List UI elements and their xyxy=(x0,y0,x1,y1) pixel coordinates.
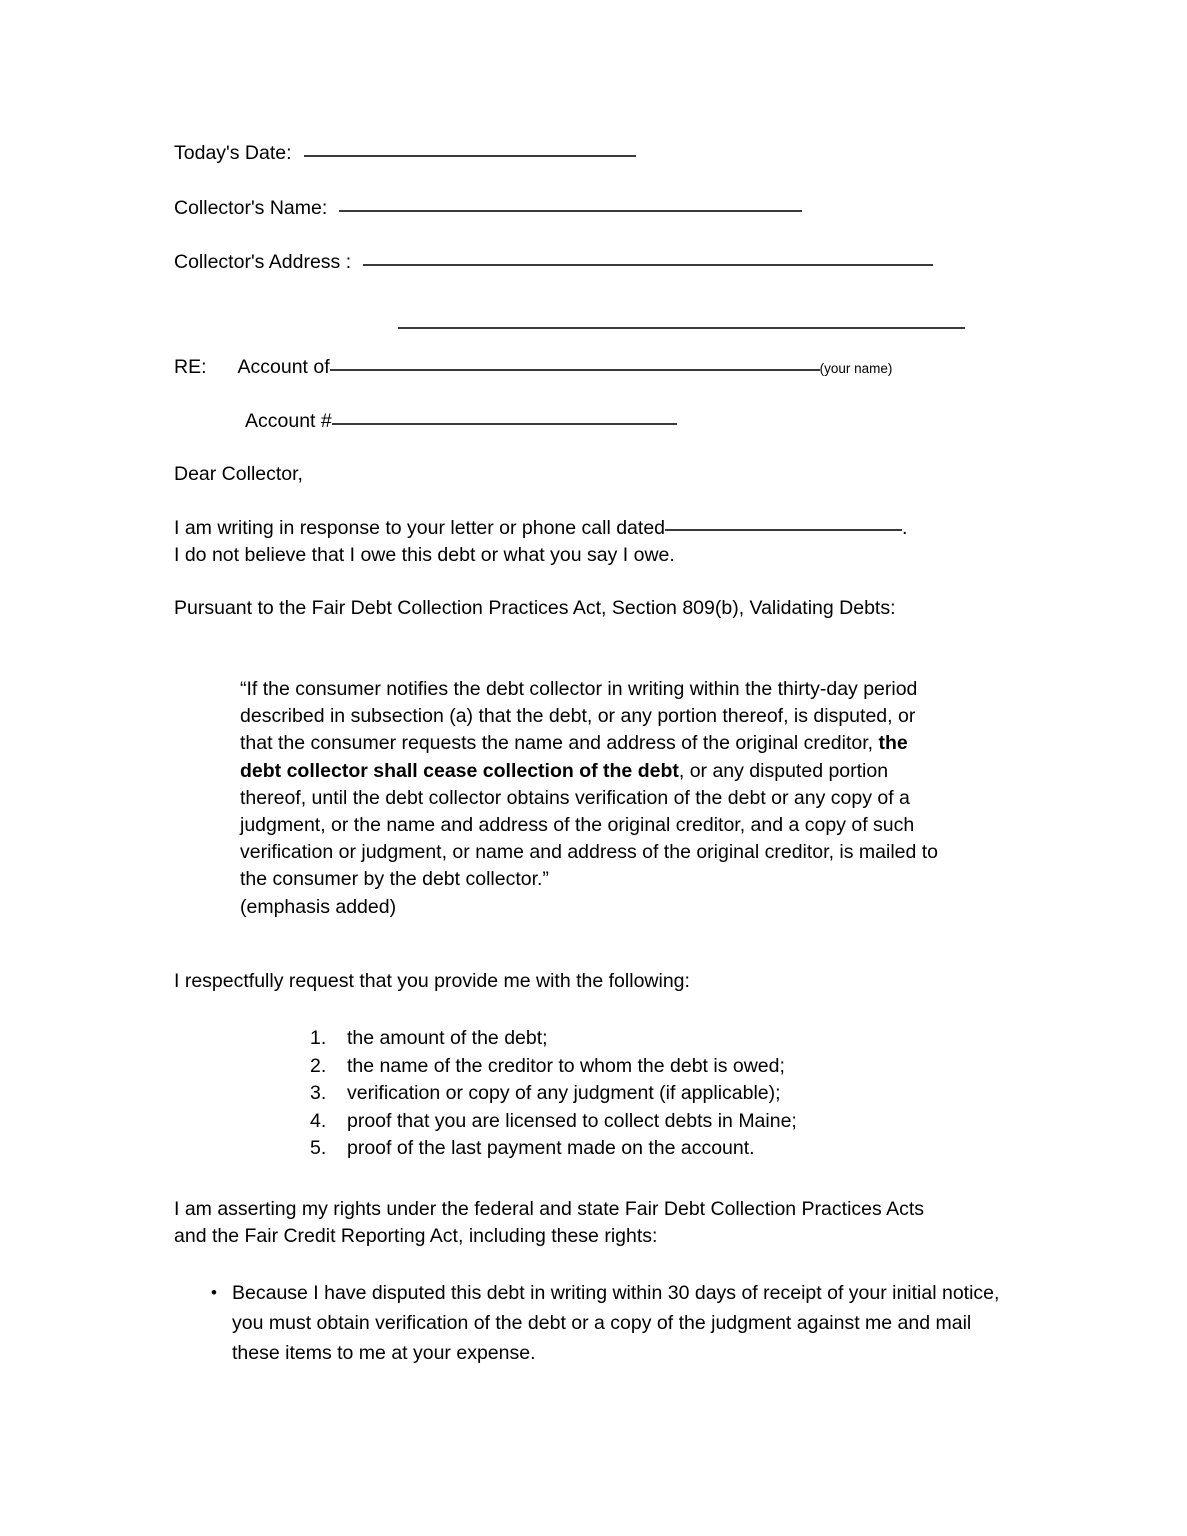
requested-items-list xyxy=(310,1025,950,1163)
rights-intro: I am asserting my rights under the federal and state Fair Debt Collection Practices Acts and the Fair Credit Reporting Act, including these rights: xyxy=(174,1198,925,1247)
opening-paragraph xyxy=(174,515,1034,568)
list-item-label: Because I have disputed this debt in writing within 30 days of receipt of your initial notice, you must obtain verification of the debt or a copy of the judgment against me and mail these items to me at your expense. xyxy=(232,1282,1000,1364)
list-item xyxy=(310,1108,950,1136)
list-item xyxy=(310,1025,950,1053)
field-collectors-name xyxy=(174,195,802,221)
list-item-label: verification or copy of any judgment (if applicable); xyxy=(347,1082,781,1104)
list-item-label: the name of the creditor to whom the debt is owed; xyxy=(347,1054,785,1077)
list-item xyxy=(200,1278,1000,1368)
list-item-label: proof of the last payment made on the account. xyxy=(347,1137,755,1159)
rights-list xyxy=(200,1278,1000,1368)
list-item-marker: 1. xyxy=(310,1027,327,1049)
re-label: RE: xyxy=(174,356,207,378)
account-number-label: Account # xyxy=(245,410,332,432)
collectors-address-blank-line1[interactable] xyxy=(363,264,933,266)
list-item-label: proof that you are licensed to collect debts in Maine; xyxy=(347,1109,797,1132)
quote-part1: “If the consumer notifies the debt collector in writing within the thirty-day period described in subsection (a) that the debt, or any portion thereof, is disputed, or that the consumer requests the name and address of the original creditor, xyxy=(240,678,918,755)
bullet-icon: • xyxy=(211,1283,217,1302)
statute-intro: Pursuant to the Fair Debt Collection Practices Act, Section 809(b), Validating Debts: xyxy=(174,597,896,619)
statute-quote xyxy=(240,676,940,921)
field-todays-date xyxy=(174,140,636,166)
salutation: Dear Collector, xyxy=(174,463,303,485)
field-re-account-of xyxy=(174,354,892,382)
quote-emphasis-note: (emphasis added) xyxy=(240,895,397,918)
opening-line1-period: . xyxy=(902,517,908,539)
collectors-address-label: Collector's Address : xyxy=(174,251,352,273)
your-name-note: (your name) xyxy=(819,361,893,376)
collectors-name-blank[interactable] xyxy=(339,210,802,212)
quote-part2: , or any disputed portion thereof, until the debt collector obtains verification of the debt or any copy of a judgment, or the name and address of the original creditor, and a copy of such verification or judgment, or name and address of the original creditor, is mailed to the consumer by the debt collector.” xyxy=(240,759,939,891)
list-item xyxy=(310,1080,950,1108)
list-item-marker: 5. xyxy=(310,1137,327,1159)
list-item-marker: 2. xyxy=(310,1054,327,1077)
list-item xyxy=(310,1053,950,1081)
list-item-label: the amount of the debt; xyxy=(347,1027,548,1049)
account-of-blank[interactable] xyxy=(330,369,820,371)
account-of-label: Account of xyxy=(237,356,330,378)
request-intro: I respectfully request that you provide me with the following: xyxy=(174,970,690,992)
list-item-marker: 4. xyxy=(310,1109,327,1132)
list-item-marker: 3. xyxy=(310,1082,327,1104)
account-number-blank[interactable] xyxy=(332,423,677,425)
dated-blank[interactable] xyxy=(665,529,902,531)
field-collectors-address xyxy=(174,249,933,275)
collectors-name-label: Collector's Name: xyxy=(174,197,328,219)
quote-bold-emphasis: the debt collector shall cease collection of the debt xyxy=(240,732,908,782)
opening-line1-text: I am writing in response to your letter or phone call dated xyxy=(174,517,666,539)
collectors-address-blank-line2[interactable] xyxy=(398,327,965,329)
todays-date-label: Today's Date: xyxy=(174,142,292,164)
list-item xyxy=(310,1135,950,1163)
field-account-number xyxy=(245,408,677,434)
todays-date-blank[interactable] xyxy=(304,155,636,157)
opening-line2: I do not believe that I owe this debt or what you say I owe. xyxy=(174,543,675,566)
